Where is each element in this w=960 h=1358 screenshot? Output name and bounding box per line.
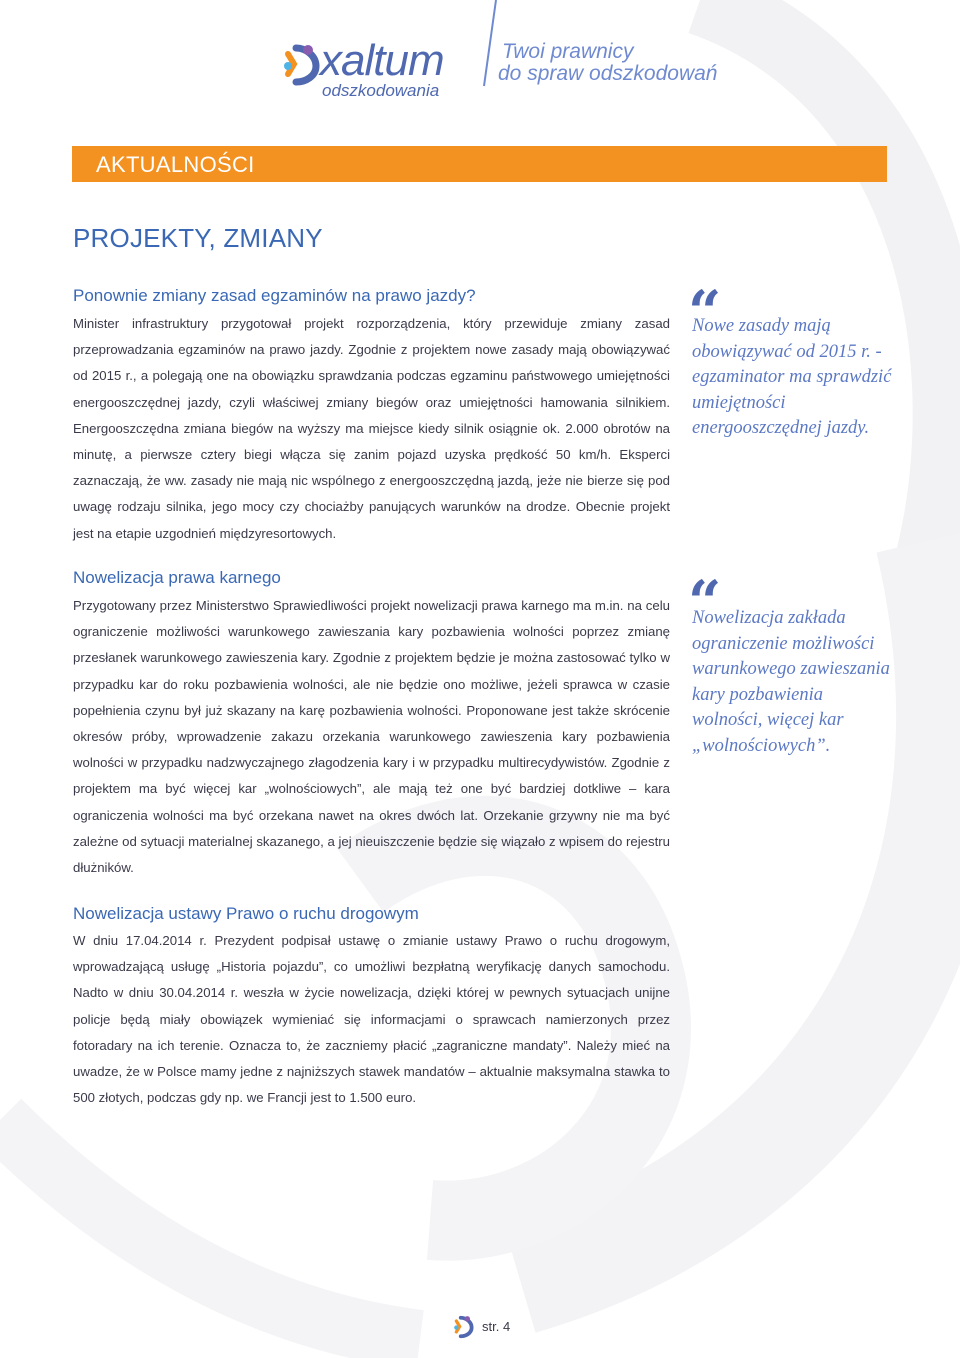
section-banner [72, 146, 887, 182]
brand-name: xaltum [320, 36, 444, 85]
pull-quote-text: Nowelizacja zakłada ograniczenie możliwości warunkowego zawieszania kary pozbawienia wolności, więcej kar „wolnościowych”. [692, 608, 890, 756]
tagline-line-1: Twoi prawnicy [502, 40, 634, 63]
xaltum-logo [280, 38, 480, 98]
page-title: PROJEKTY, ZMIANY [73, 223, 323, 253]
quote-icon: “ [688, 278, 722, 346]
article-paragraph: W dniu 17.04.2014 r. Prezydent podpisał ustawę o zmianie ustawy Prawo o ruchu drogowym, wprowadzającą usługę „Historia pojazdu”, co umożliwi bezpłatną weryfikację danych samochodu. Nadto w dniu 30.04.2014 r. weszła w życie nowelizacja, dzięki której w pewnych sytuacjach unijne policje będą miały obowiązek wymieniać się informacjami o sprawcach namierzonych przez fotoradary na ich terenie. Oznacza to, że zaczniemy płacić „zagraniczne mandaty”. Należy mieć na uwadze, że w Polsce mamy jedne z najniższych stawek mandatów – aktualnie maksymalna stawka to 500 złotych, podczas gdy np. we Francji jest to 1.500 euro. [73, 933, 670, 1106]
page-number: str. 4 [482, 1319, 511, 1334]
page-footer [452, 1310, 532, 1344]
xaltum-logo-icon [452, 1314, 476, 1340]
article-heading: Nowelizacja ustawy Prawo o ruchu drogowym [73, 904, 419, 923]
brand-subtitle: odszkodowania [322, 81, 440, 100]
article-heading: Nowelizacja prawa karnego [73, 568, 281, 587]
banner-label: AKTUALNOŚCI [96, 152, 255, 177]
tagline-line-2: do spraw odszkodowań [498, 62, 718, 85]
article-paragraph: Minister infrastruktury przygotował projekt rozporządzenia, który przewiduje zmiany zasad przeprowadzania egzaminów na prawo jazdy. Zgodnie z projektem nowe zasady mają obowiązywać od 2015 r., a polegają one na obowiązku sprawdzania podczas egzaminu państwowego umiejętności energooszczędnej jazdy, czyli właściwej zmiany biegów oraz umiejętności hamowania silnikiem. Energooszczędna zmiana biegów na wyższy ma miejsce kiedy silnik osiągnie ok. 2.000 obrotów na minutę, a pierwsze cztery biegi włącza się zanim pojazd uzyska prędkość 50 km/h. Eksperci zaznaczają, że ww. zasady nie mają nic wspólnego z energooszczędną jazdą, jeże nie bierze się pod uwagę rodzaju silnika, jego mocy czy chociażby panujących warunków na drodze. Obecnie projekt jest na etapie uzgodnień międzyresortowych. [73, 316, 670, 541]
pull-quote-text: Nowe zasady mają obowiązywać od 2015 r. - egzaminator ma sprawdzić umiejętności energooszczędnej jazdy. [692, 316, 892, 438]
quote-icon: “ [688, 568, 722, 636]
xaltum-logo-icon [280, 42, 324, 88]
article-paragraph: Przygotowany przez Ministerstwo Sprawiedliwości projekt nowelizacji prawa karnego ma m.in. na celu ograniczenie możliwości warunkowego zawieszania kary pozbawienia wolności poprzez zmianę przesłanek warunkowego zawieszenia kary. Zgodnie z projektem będzie je można zastosować tylko w przypadku kar do roku pozbawienia wolności, ale nie będzie ono możliwe, jeżeli sprawca w czasie popełnienia czynu był już skazany na karę pozbawienia wolności. Proponowane jest także skrócenie okresów próby, wprowadzenie zakazu orzekania warunkowego zawieszenia kary pozbawienia wolności w przypadku nadzwyczajnego złagodzenia kary i w przypadku multirecydywistów. Zgodnie z projektem ma być więcej kar „wolnościowych”, ale mają też one być bardziej dotkliwe – kara ograniczenia wolności ma być orzekana nawet na okres dwóch lat. Orzekanie grzywny nie ma być zależne od sytuacji materialnej skazanego, a jej nieuiszczenie będzie się wiązało z wpisem do rejestru dłużników. [73, 598, 670, 876]
logo-divider [480, 0, 500, 90]
article-heading: Ponownie zmiany zasad egzaminów na prawo jazdy? [73, 286, 476, 305]
